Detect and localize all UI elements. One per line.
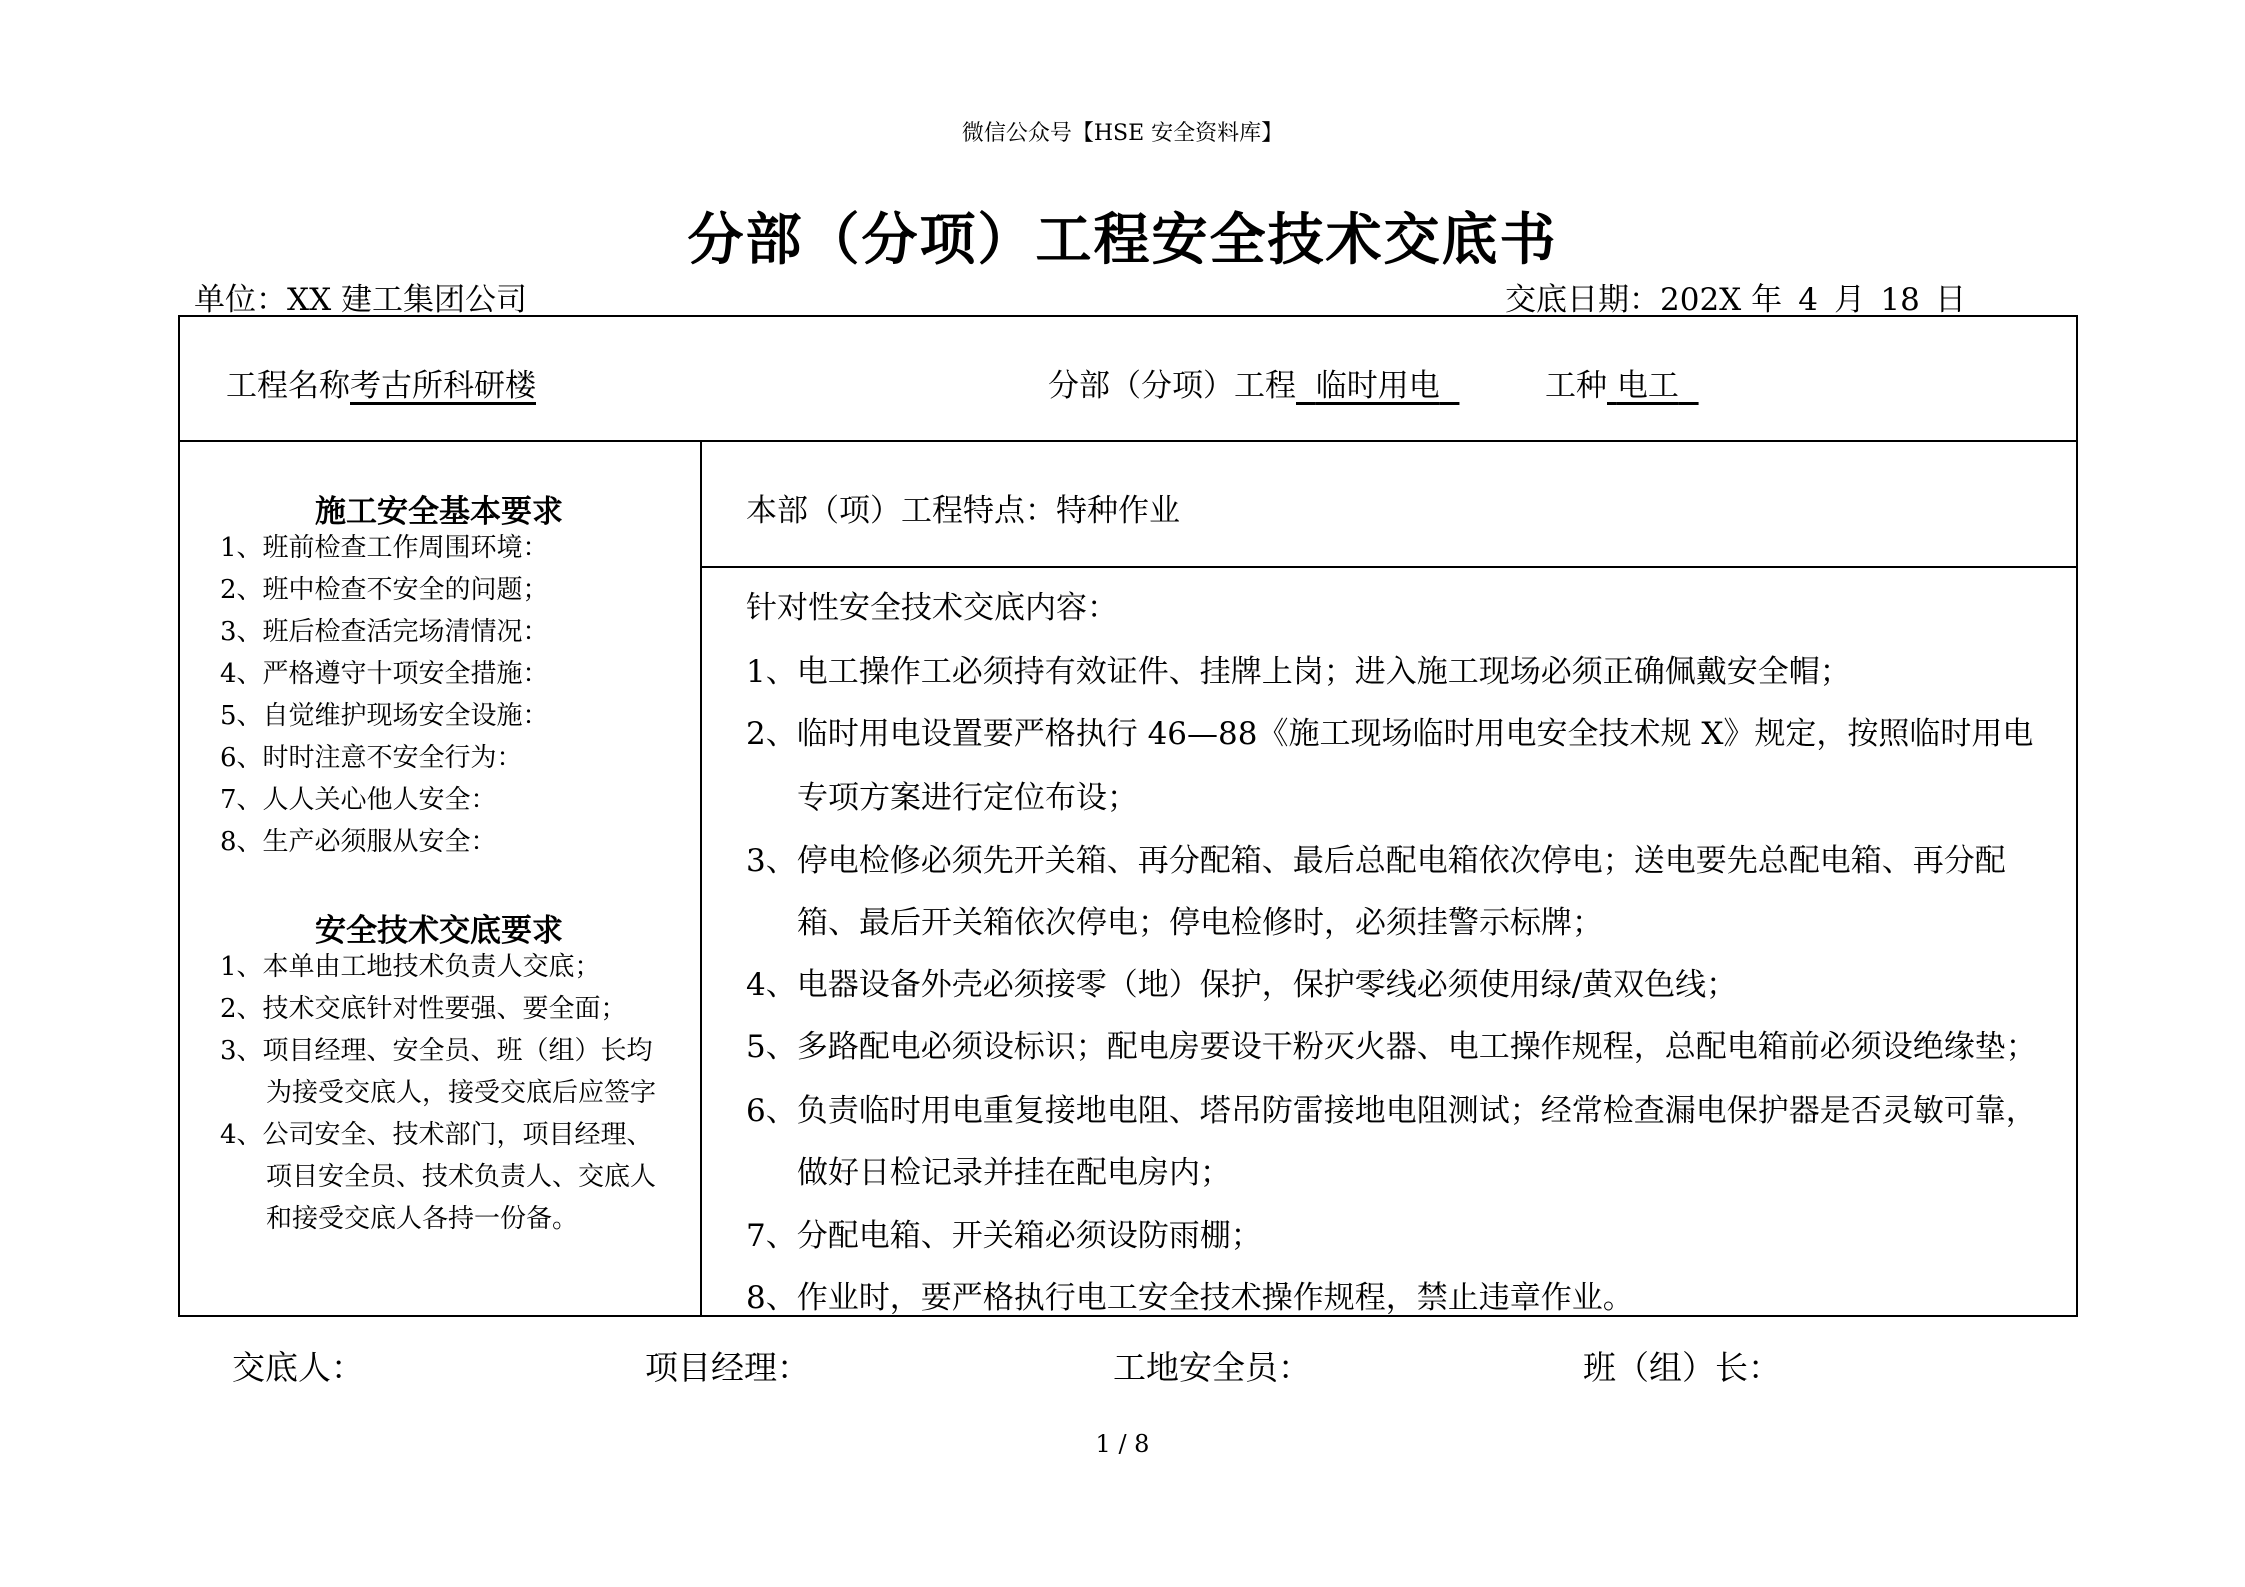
date-year-unit: 年 [1751, 282, 1783, 318]
date-day: 18 [1880, 282, 1920, 318]
basic-requirements-title: 施工安全基本要求 [315, 494, 563, 530]
briefing-requirement-item: 项目安全员、技术负责人、交底人 [266, 1162, 657, 1192]
date-label: 交底日期： [1505, 282, 1660, 318]
date-day-unit: 日 [1935, 282, 1967, 318]
project-name-label: 工程名称 [226, 368, 350, 404]
basic-requirements-list [220, 527, 549, 863]
unit-label: 单位： [194, 282, 287, 318]
project-manager-label: 项目经理： [645, 1348, 810, 1387]
basic-requirement-item: 3、班后检查活完场清情况： [220, 617, 549, 647]
table-divider-features [700, 566, 2078, 568]
basic-requirement-item: 7、人人关心他人安全： [220, 785, 497, 815]
content-item: 专项方案进行定位布设； [797, 780, 1138, 816]
content-item: 做好日检记录并挂在配电房内； [797, 1155, 1231, 1191]
briefing-requirement-item: 和接受交底人各持一份备。 [266, 1204, 579, 1234]
briefing-requirement-item: 2、技术交底针对性要强、要全面； [220, 994, 627, 1024]
site-safety-officer-label: 工地安全员： [1113, 1348, 1311, 1387]
briefer-label: 交底人： [232, 1348, 364, 1387]
content-item: 5、多路配电必须设标识；配电房要设干粉灭火器、电工操作规程，总配电箱前必须设绝缘垫； [746, 1029, 2037, 1065]
basic-requirement-item: 1、班前检查工作周围环境： [220, 533, 549, 563]
subproject-field [1048, 360, 1459, 405]
content-item: 7、分配电箱、开关箱必须设防雨棚； [746, 1218, 1262, 1254]
document-title: 分部（分项）工程安全技术交底书 [687, 207, 1558, 273]
unit-value: XX 建工集团公司 [287, 282, 527, 318]
briefing-requirement-item: 1、本单由工地技术负责人交底； [220, 952, 601, 982]
date-month: 4 [1798, 282, 1818, 318]
subproject-value: 临时用电 [1315, 368, 1440, 404]
header-note: 微信公众号【HSE 安全资料库】 [961, 121, 1284, 146]
trade-field [1545, 360, 1699, 405]
content-item: 8、作业时，要严格执行电工安全技术操作规程，禁止违章作业。 [746, 1280, 1634, 1316]
unit-line [194, 274, 527, 319]
table-divider-columns [700, 440, 702, 1317]
basic-requirement-item: 5、自觉维护现场安全设施： [220, 701, 549, 731]
project-name-value: 考古所科研楼 [350, 368, 536, 404]
date-month-unit: 月 [1834, 282, 1866, 318]
content-item: 箱、最后开关箱依次停电；停电检修时，必须挂警示标牌； [797, 905, 1603, 941]
briefing-requirement-item: 4、公司安全、技术部门，项目经理、 [220, 1120, 653, 1150]
briefing-requirement-item: 为接受交底人，接受交底后应签字 [266, 1078, 657, 1108]
briefing-requirements-title: 安全技术交底要求 [315, 913, 563, 949]
date-year: 202X [1660, 282, 1742, 318]
content-item: 6、负责临时用电重复接地电阻、塔吊防雷接地电阻测试；经常检查漏电保护器是否灵敏可靠， [746, 1093, 2037, 1129]
basic-requirement-item: 2、班中检查不安全的问题； [220, 575, 549, 605]
briefing-requirement-item: 3、项目经理、安全员、班（组）长均 [220, 1036, 653, 1066]
basic-requirement-item: 6、时时注意不安全行为： [220, 743, 523, 773]
team-leader-label: 班（组）长： [1583, 1348, 1781, 1387]
trade-label: 工种 [1545, 368, 1607, 404]
date-line [1505, 274, 1966, 319]
project-name-field [226, 360, 536, 405]
project-features: 本部（项）工程特点：特种作业 [746, 493, 1180, 529]
table-divider-header [178, 440, 2078, 442]
trade-value: 电工 [1616, 368, 1679, 404]
basic-requirement-item: 8、生产必须服从安全： [220, 827, 497, 857]
basic-requirement-item: 4、严格遵守十项安全措施： [220, 659, 549, 689]
content-item: 1、电工操作工必须持有效证件、挂牌上岗；进入施工现场必须正确佩戴安全帽； [746, 654, 1851, 690]
briefing-requirements-list [220, 946, 656, 1240]
content-item: 2、临时用电设置要严格执行 46—88《施工现场临时用电安全技术规 X》规定，按照临时用电 [746, 716, 2034, 752]
content-item: 4、电器设备外壳必须接零（地）保护，保护零线必须使用绿/黄双色线； [746, 967, 1738, 1003]
page-number: 1 / 8 [1095, 1430, 1150, 1458]
content-item: 3、停电检修必须先开关箱、再分配箱、最后总配电箱依次停电；送电要先总配电箱、再分配 [746, 843, 2006, 879]
subproject-label: 分部（分项）工程 [1048, 368, 1296, 404]
content-heading: 针对性安全技术交底内容： [746, 590, 1118, 626]
